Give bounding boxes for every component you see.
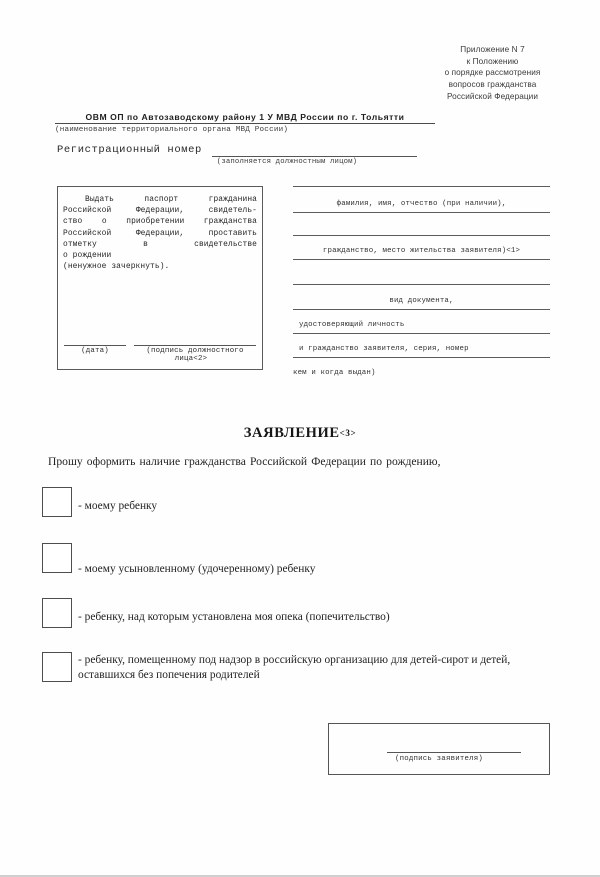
option-label-own-child: - моему ребенку — [78, 500, 158, 512]
appendix-line-5: Российской Федерации — [446, 91, 539, 101]
registration-label: Регистрационный номер — [57, 144, 202, 156]
caption-citizenship: гражданство, место жительства заявителя)<1> — [322, 247, 521, 255]
option-own-child[interactable] — [42, 487, 472, 517]
official-signature-caption: (подпись должностного — [146, 347, 244, 355]
official-date-input[interactable] — [64, 336, 126, 346]
registration-caption: (заполняется должностным лицом) — [216, 158, 358, 166]
applicant-signature-input[interactable] — [387, 752, 521, 753]
appendix-line-2: к Положению — [466, 56, 519, 66]
official-date-caption: (дата) — [81, 347, 109, 355]
instruction-line-7: (ненужное зачеркнуть). — [63, 262, 170, 272]
instruction-line-3: ство о приобретении гражданства — [63, 217, 257, 227]
registration-block — [57, 144, 417, 166]
option-label-institution-child — [72, 652, 510, 683]
caption-doc-type: вид документа, — [389, 297, 454, 305]
appendix-line-3: о порядке рассмотрения — [444, 68, 541, 78]
organization-block — [55, 112, 435, 134]
appendix-line-1: Приложение N 7 — [460, 45, 525, 54]
organization-caption: (наименование территориального органа МВД России) — [55, 125, 289, 134]
registration-number-input[interactable] — [212, 144, 417, 157]
option-label-adopted-child: - моему усыновленному (удочеренному) ребенку — [78, 563, 316, 575]
option-guardianship-child[interactable] — [42, 598, 502, 628]
page-title — [0, 425, 600, 442]
checkbox-guardianship-child[interactable] — [42, 598, 72, 628]
official-signature-input[interactable] — [134, 336, 256, 346]
organization-name: ОВМ ОП по Автозаводскому району 1 У МВД России по г. Тольятти — [55, 112, 435, 124]
applicant-signature-box — [328, 723, 550, 775]
option-adopted-child[interactable] — [42, 543, 492, 577]
appendix-header — [400, 44, 585, 102]
caption-doc-series: и гражданство заявителя, серия, номер — [299, 345, 469, 353]
official-instruction-box — [57, 186, 263, 370]
checkbox-adopted-child[interactable] — [42, 543, 72, 573]
option-label-guardianship-child: - ребенку, над которым установлена моя опека (попечительство) — [78, 611, 390, 623]
instruction-line-1: Выдать паспорт гражданина — [85, 195, 257, 204]
applicant-signature-caption: (подпись заявителя) — [394, 755, 484, 763]
applicant-details-column — [293, 186, 550, 377]
instruction-line-2: Российской Федерации, свидетель- — [63, 206, 257, 216]
caption-fio: фамилия, имя, отчество (при наличии), — [336, 200, 507, 208]
instruction-text — [58, 187, 262, 273]
official-signature-row — [58, 336, 262, 363]
caption-doc-issued: кем и когда выдан) — [293, 369, 376, 377]
option-label-institution-child-line1: - ребенку, помещенному под надзор в российскую организацию для детей-сирот и детей, — [78, 654, 511, 666]
appendix-line-4: вопросов гражданства — [448, 79, 537, 89]
official-signature-caption-2: лица<2> — [174, 355, 208, 363]
checkbox-institution-child[interactable] — [42, 652, 72, 682]
instruction-line-4: Российской Федерации, проставить — [63, 228, 257, 238]
page-title-note: <3> — [339, 428, 357, 438]
caption-doc-identity: удостоверяющий личность — [299, 321, 405, 329]
application-intro: Прошу оформить наличие гражданства Российской Федерации по рождению, — [48, 455, 441, 468]
instruction-line-5: отметку в свидетельстве — [63, 239, 257, 249]
page-title-text: ЗАЯВЛЕНИЕ — [243, 425, 340, 441]
instruction-line-6: о рождении — [63, 251, 112, 261]
checkbox-own-child[interactable] — [42, 487, 72, 517]
option-label-institution-child-line2: оставшихся без попечения родителей — [78, 669, 260, 682]
option-institution-child[interactable] — [42, 652, 562, 683]
